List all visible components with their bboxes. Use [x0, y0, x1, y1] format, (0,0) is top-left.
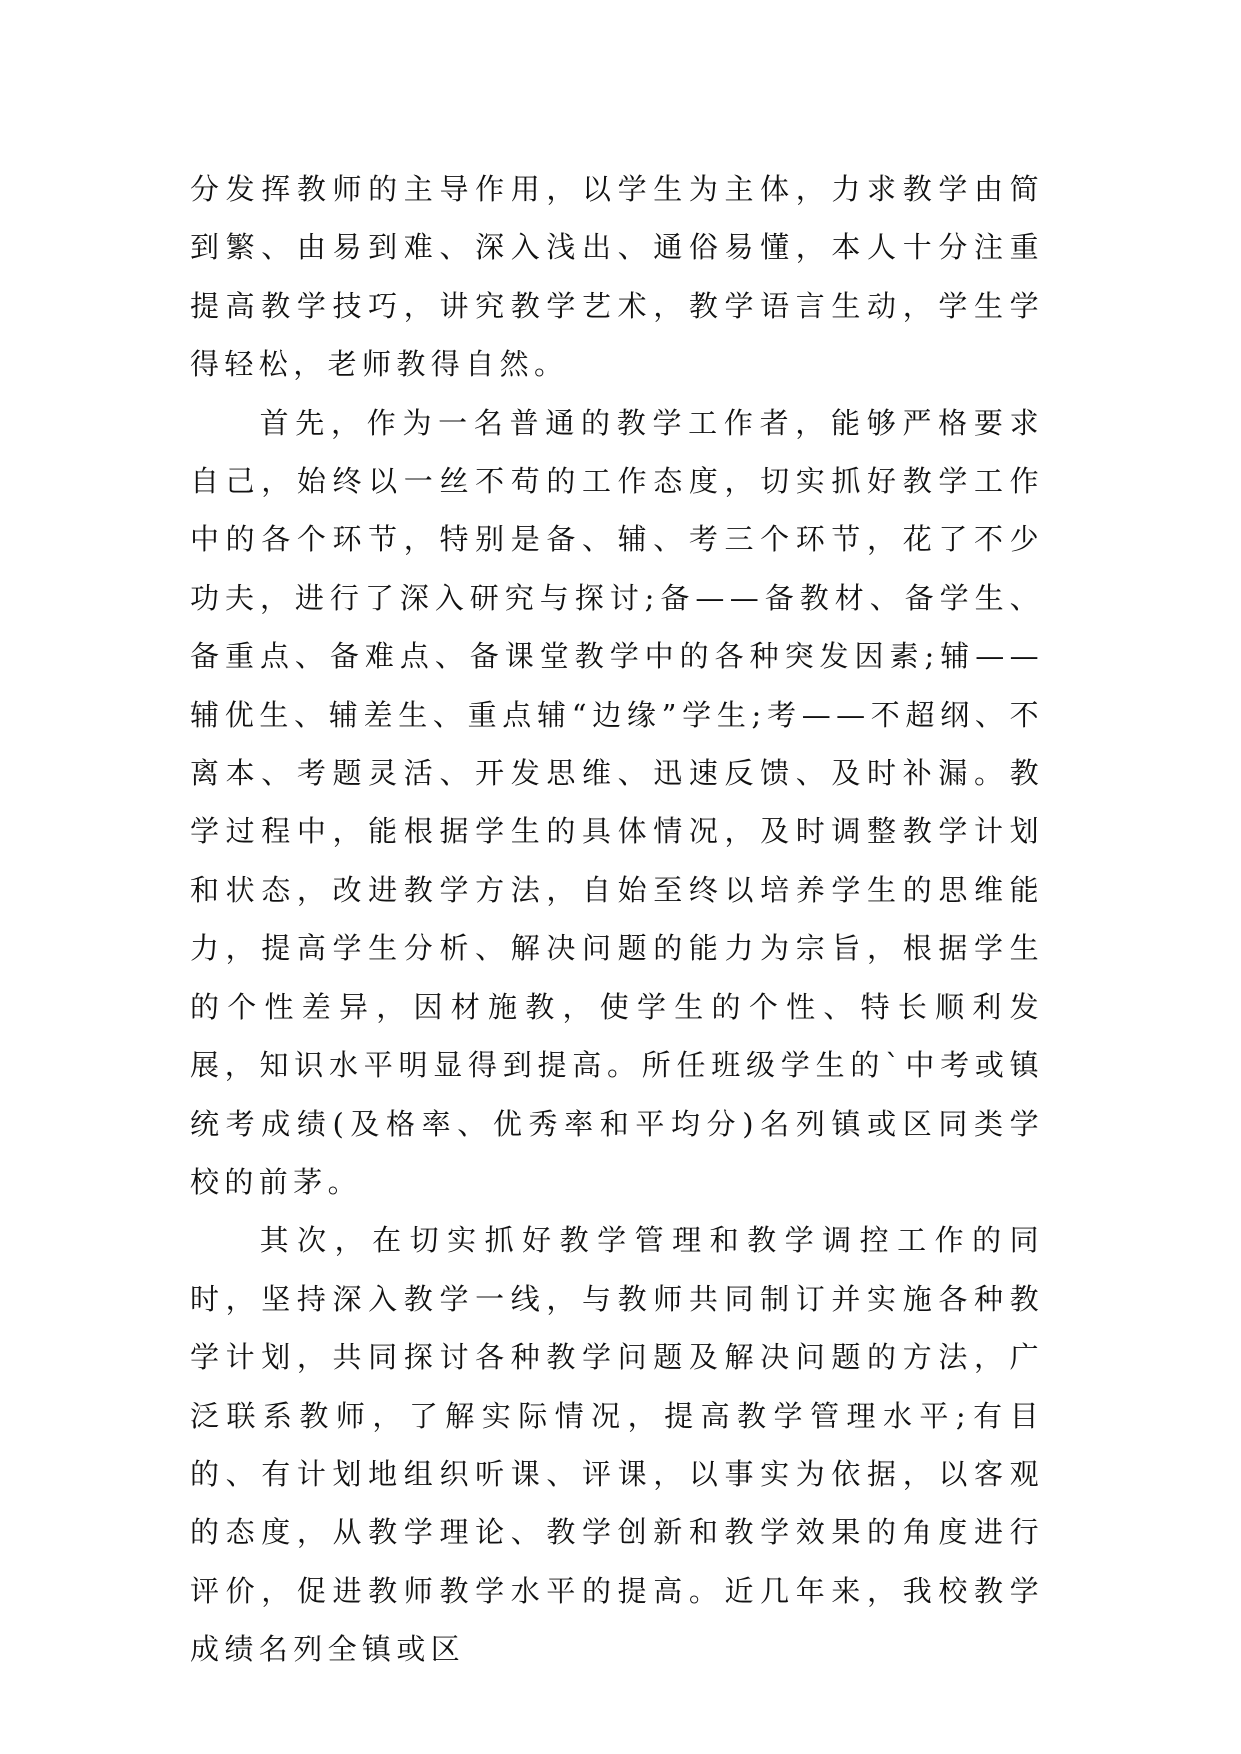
- paragraph-2: 首先，作为一名普通的教学工作者，能够严格要求自己，始终以一丝不苟的工作态度，切实抓好教学工作中的各个环节，特别是备、辅、考三个环节，花了不少功夫，进行了深入研究与探讨;备——备教材、备学生、备重点、备难点、备课堂教学中的各种突发因素;辅——辅优生、辅差生、重点辅“边缘”学生;考——不超纲、不离本、考题灵活、开发思维、迅速反馈、及时补漏。教学过程中，能根据学生的具体情况，及时调整教学计划和状态，改进教学方法，自始至终以培养学生的思维能力，提高学生分析、解决问题的能力为宗旨，根据学生的个性差异，因材施教，使学生的个性、特长顺利发展，知识水平明显得到提高。所任班级学生的`中考或镇统考成绩(及格率、优秀率和平均分)名列镇或区同类学校的前茅。: [190, 405, 1044, 1199]
- body-text: [190, 160, 1044, 1679]
- paragraph-1: 分发挥教师的主导作用，以学生为主体，力求教学由简到繁、由易到难、深入浅出、通俗易懂，本人十分注重提高教学技巧，讲究教学艺术，教学语言生动，学生学得轻松，老师教得自然。: [190, 172, 1044, 382]
- paragraph-3: 其次，在切实抓好教学管理和教学调控工作的同时，坚持深入教学一线，与教师共同制订并实施各种教学计划，共同探讨各种教学问题及解决问题的方法，广泛联系教师，了解实际情况，提高教学管理水平;有目的、有计划地组织听课、评课，以事实为依据，以客观的态度，从教学理论、教学创新和教学效果的角度进行评价，促进教师教学水平的提高。近几年来，我校教学成绩名列全镇或区: [190, 1223, 1044, 1667]
